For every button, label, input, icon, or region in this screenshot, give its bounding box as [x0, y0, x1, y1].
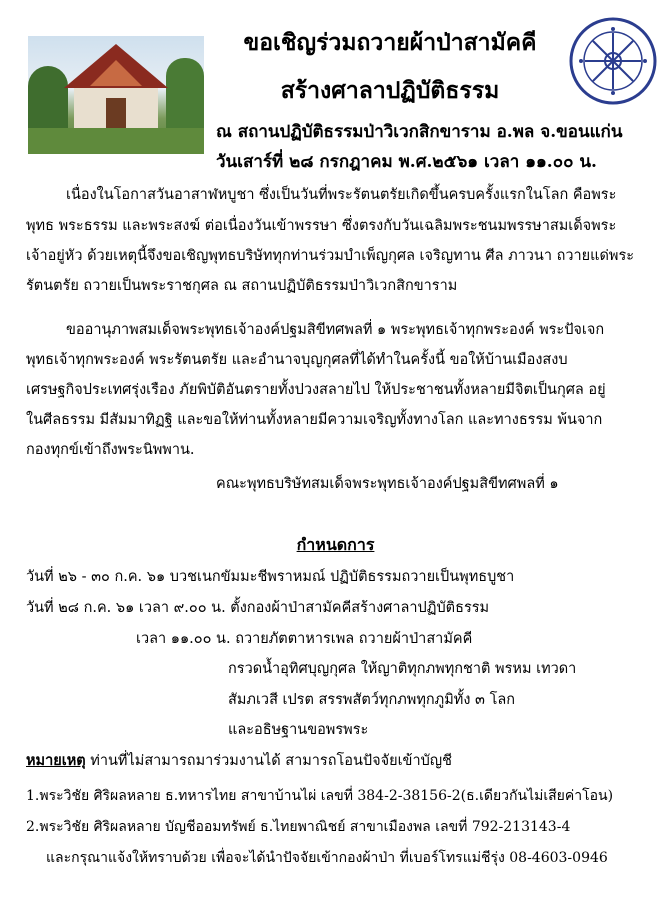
date-line: วันเสาร์ที่ ๒๘ กรกฎาคม พ.ศ.๒๕๖๑ เวลา ๑๑.๐๐ น.: [216, 152, 597, 172]
temple-photo: [28, 36, 204, 154]
p1-line-4: รัตนตรัย ถวายเป็นพระราชกุศล ณ สถานปฏิบัติธรรมป่าวิเวกสิกขาราม: [26, 278, 458, 294]
schedule-row-3: เวลา ๑๑.๐๐ น. ถวายภัตตาหารเพล ถวายผ้าป่าสามัคคี: [136, 631, 473, 647]
contact-line: และกรุณาแจ้งให้ทราบด้วย เพื่อจะได้นำปัจจัยเข้ากองผ้าป่า ที่เบอร์โทรแม่ชีรุ่ง 08-4603-0946: [46, 850, 608, 866]
schedule-row-5: สัมภเวสี เปรต สรรพสัตว์ทุกภพทุกภูมิทั้ง ๓ โลก: [228, 692, 516, 708]
account-1: 1.พระวิชัย ศิริผลหลาย ธ.ทหารไทย สาขาบ้านไผ่ เลขที่ 384-2-38156-2(ธ.เดียวกันไม่เสียค่าโอน): [26, 788, 614, 804]
p2-line-4: ในศีลธรรม มีสัมมาทิฏฐิ และขอให้ท่านทั้งหลายมีความเจริญทั้งทางโลก และทางธรรม พ้นจาก: [26, 412, 603, 428]
p2-line-5: กองทุกข์เข้าถึงพระนิพพาน.: [26, 442, 195, 458]
schedule-row-6: และอธิษฐานขอพรพระ: [228, 722, 369, 738]
note-line: [26, 749, 452, 772]
p1-line-1: เนื่องในโอกาสวันอาสาฬหบูชา ซึ่งเป็นวันที่พระรัตนตรัยเกิดขึ้นครบครั้งแรกในโลก คือพระ: [66, 187, 617, 203]
note-text: ท่านที่ไม่สามารถมาร่วมงานได้ สามารถโอนปัจจัยเข้าบัญชี: [85, 753, 452, 769]
signature: คณะพุทธบริษัทสมเด็จพระพุทธเจ้าองค์ปฐมสิขีทศพลที่ ๑: [216, 476, 559, 492]
p1-line-3: เจ้าอยู่หัว ด้วยเหตุนี้จึงขอเชิญพุทธบริษัททุกท่านร่วมบำเพ็ญกุศล เจริญทาน ศีล ภาวนา ถวายแด่พระ: [26, 248, 635, 264]
title-line-1: ขอเชิญร่วมถวายผ้าป่าสามัคคี: [243, 29, 537, 56]
schedule-row-1: วันที่ ๒๖ - ๓๐ ก.ค. ๖๑ บวชเนกขัมมะชีพราหมณ์ ปฏิบัติธรรมถวายเป็นพุทธบูชา: [26, 569, 515, 585]
temple-seal: [567, 15, 659, 107]
schedule-row-2: วันที่ ๒๘ ก.ค. ๖๑ เวลา ๙.๐๐ น. ตั้งกองผ้าป่าสามัคคีสร้างศาลาปฏิบัติธรรม: [26, 600, 490, 616]
p2-line-2: พุทธเจ้าทุกพระองค์ พระรัตนตรัย และอำนาจบุญกุศลที่ได้ทำในครั้งนี้ ขอให้บ้านเมืองสงบ: [26, 352, 568, 368]
title-line-2: สร้างศาลาปฏิบัติธรรม: [280, 77, 500, 104]
p2-line-3: เศรษฐกิจประเทศรุ่งเรือง ภัยพิบัติอันตรายทั้งปวงสลายไป ให้ประชาชนทั้งหลายมีจิตเป็นกุศล อยู่: [26, 382, 606, 398]
p1-line-2: พุทธ พระธรรม และพระสงฆ์ ต่อเนื่องวันเข้าพรรษา ซึ่งตรงกับวันเฉลิมพระชนมพรรษาสมเด็จพระ: [26, 218, 617, 234]
schedule-heading: กำหนดการ: [296, 535, 375, 554]
p2-line-1: ขออานุภาพสมเด็จพระพุทธเจ้าองค์ปฐมสิขีทศพลที่ ๑ พระพุทธเจ้าทุกพระองค์ พระปัจเจก: [66, 322, 605, 338]
location-line: ณ สถานปฏิบัติธรรมป่าวิเวกสิกขาราม อ.พล จ.ขอนแก่น: [216, 122, 623, 142]
account-2: 2.พระวิชัย ศิริผลหลาย บัญชีออมทรัพย์ ธ.ไทยพาณิชย์ สาขาเมืองพล เลขที่ 792-213143-4: [26, 819, 571, 835]
schedule-row-4: กรวดน้ำอุทิศบุญกุศล ให้ญาติทุกภพทุกชาติ พรหม เทวดา: [228, 661, 577, 677]
note-label: หมายเหตุ: [26, 752, 86, 769]
